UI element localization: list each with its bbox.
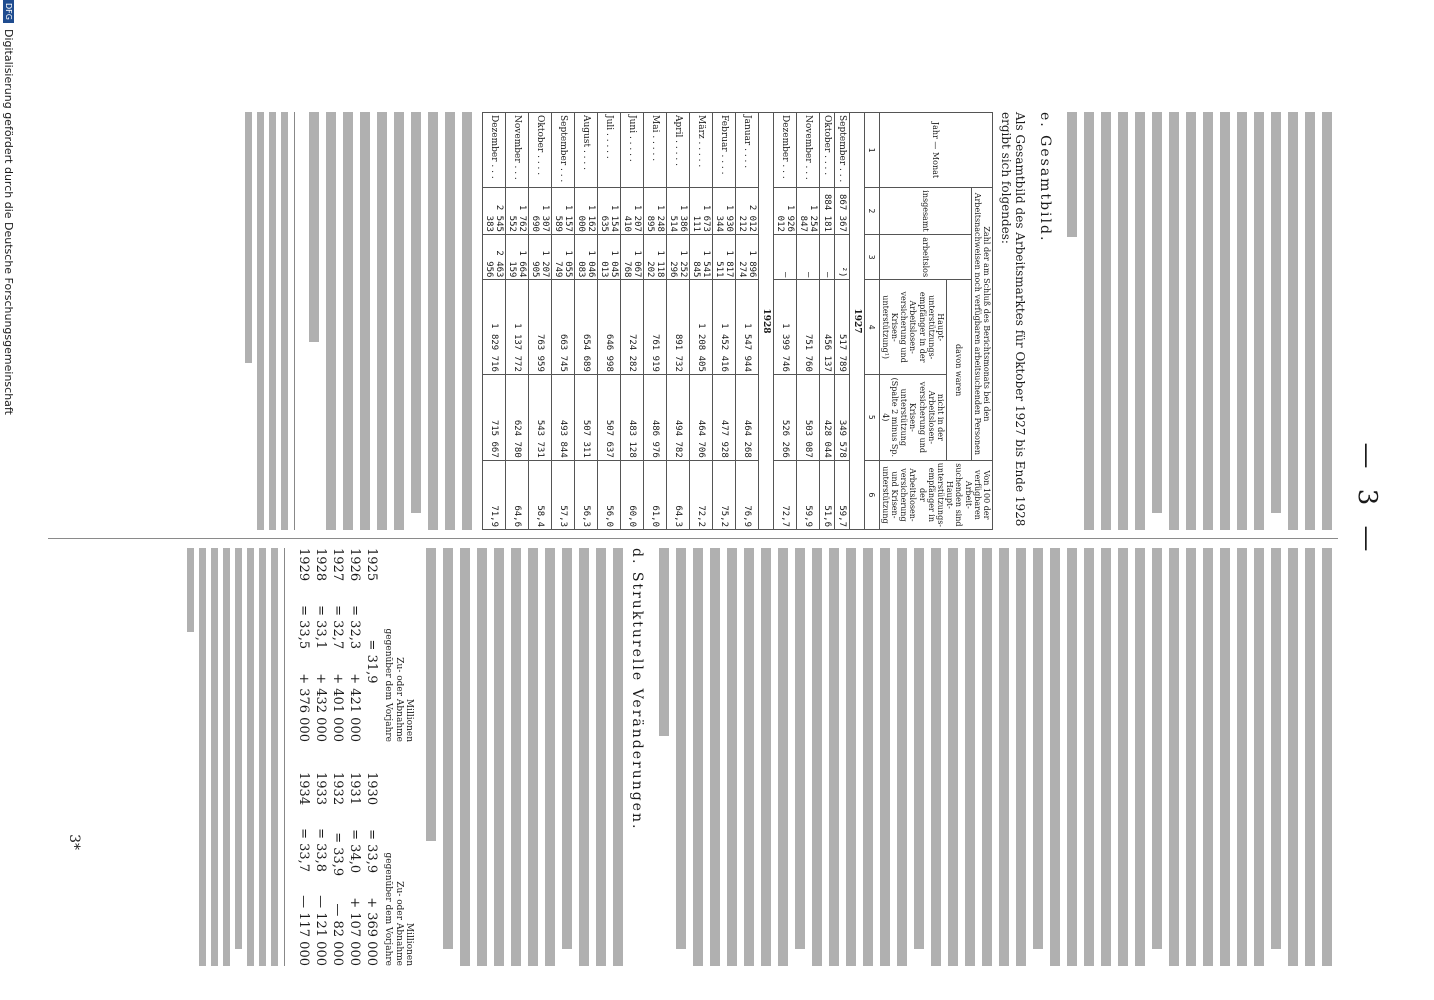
list-value: = 33,7	[295, 828, 311, 873]
table-cell: 867 367	[834, 188, 849, 235]
table-row	[666, 113, 689, 530]
list-item	[329, 772, 346, 966]
table-body	[482, 113, 864, 530]
text-line	[1216, 112, 1230, 530]
column-number-row	[864, 113, 879, 530]
text-line	[672, 548, 686, 966]
table-month: Juli . . . . .	[597, 113, 620, 188]
table-row	[689, 113, 712, 530]
table-cell: 1 118 202	[643, 234, 666, 280]
list-year: 1927	[329, 548, 345, 582]
table-cell: 494 782	[666, 374, 689, 460]
text-line	[456, 548, 470, 966]
list-year: 1928	[312, 548, 328, 582]
column-number: 6	[864, 460, 879, 529]
text-line	[791, 548, 805, 966]
header-group: Zahl der am Schluß des Berichtsmonats bei den Arbeitsnachweisen noch verfügbaren arbeitsuchenden Personen	[971, 188, 992, 461]
digitization-note	[2, 0, 16, 1000]
list-item	[346, 548, 363, 742]
table-cell: 1 067 768	[620, 234, 643, 280]
text-line	[490, 548, 504, 966]
table-month: Dezember . . .	[773, 113, 796, 188]
table-cell: 75,2	[712, 460, 735, 529]
paragraph-block	[422, 548, 623, 966]
list-item	[329, 548, 346, 742]
text-line	[268, 548, 278, 966]
list-change: + 369 000	[363, 897, 379, 966]
table-month: April . . . . .	[666, 113, 689, 188]
text-line	[424, 112, 438, 530]
table-cell: 64,6	[505, 460, 528, 529]
text-line	[978, 548, 992, 966]
table-cell: 663 745	[551, 280, 574, 374]
text-line	[390, 112, 404, 530]
list-change: + 376 000	[295, 673, 311, 742]
text-line	[609, 548, 623, 966]
table-cell: 654 689	[574, 280, 597, 374]
table-month: Dezember . . .	[482, 113, 505, 188]
list-year: 1925	[363, 548, 379, 582]
table-cell: —	[819, 234, 834, 280]
text-line	[1267, 548, 1281, 966]
population-list-right	[295, 772, 414, 966]
text-line	[322, 112, 336, 530]
table-cell: 1 547 944	[735, 280, 758, 374]
population-list	[295, 548, 414, 966]
text-line	[256, 548, 266, 966]
table-cell: 456 137	[819, 280, 834, 374]
dfg-logo-icon: DFG	[4, 0, 15, 23]
signature-mark: 3*	[66, 834, 82, 850]
text-line	[893, 548, 907, 966]
table-cell: 1 137 772	[505, 280, 528, 374]
footnotes-right	[184, 548, 285, 966]
list-header-vorjahr-2: gegenüber dem Vorjahre	[383, 852, 394, 966]
text-line	[859, 548, 873, 966]
right-column	[182, 548, 1334, 966]
text-line	[995, 548, 1009, 966]
text-line	[1148, 548, 1162, 966]
text-line	[1097, 548, 1111, 966]
table-cell: 486 976	[643, 374, 666, 460]
table-cell: 1 399 746	[773, 280, 796, 374]
table-cell: 1 045 013	[597, 234, 620, 280]
text-line	[876, 548, 890, 966]
table-year: 1928	[758, 113, 773, 530]
table-cell: 1 926 012	[773, 188, 796, 235]
table-cell: 891 732	[666, 280, 689, 374]
list-change: + 432 000	[312, 673, 328, 742]
list-header-millionen-2: Millionen	[404, 922, 414, 966]
list-item	[295, 772, 312, 966]
text-line	[278, 112, 288, 530]
text-line	[944, 548, 958, 966]
table-cell: 517 789	[834, 280, 849, 374]
header-jahr-monat: Jahr — Monat	[879, 113, 992, 188]
table-cell: 761 919	[643, 280, 666, 374]
text-line	[1267, 112, 1281, 530]
list-year: 1931	[346, 772, 362, 806]
table-cell: 1 162 000	[574, 188, 597, 235]
table-row	[758, 113, 773, 530]
table-cell: 715 667	[482, 374, 505, 460]
header-arbeitslos: arbeitslos	[879, 234, 971, 280]
table-cell: 57,3	[551, 460, 574, 529]
text-line	[422, 548, 436, 966]
table-month: Oktober . . . .	[528, 113, 551, 188]
text-line	[339, 112, 353, 530]
list-header-change: Zu- oder Abnahme	[393, 657, 404, 742]
table-cell: 1 207 905	[528, 234, 551, 280]
text-line	[220, 548, 230, 966]
text-line	[1131, 112, 1145, 530]
text-line	[575, 548, 589, 966]
table-cell: 1 207 410	[620, 188, 643, 235]
table-cell: 1 248 895	[643, 188, 666, 235]
list-change: + 401 000	[329, 673, 345, 742]
text-line	[232, 548, 242, 966]
text-line	[842, 548, 856, 966]
column-divider	[48, 538, 1338, 539]
column-number: 1	[864, 113, 879, 188]
table-cell: 2 012 212	[735, 188, 758, 235]
text-line	[1182, 548, 1196, 966]
text-line	[507, 548, 521, 966]
text-line	[441, 112, 455, 530]
table-cell: 503 087	[796, 374, 819, 460]
table-cell: —	[796, 234, 819, 280]
table-cell: 483 128	[620, 374, 643, 460]
text-line	[196, 548, 206, 966]
table-cell: 59,9	[796, 460, 819, 529]
table-cell: 72,2	[689, 460, 712, 529]
table-row	[620, 113, 643, 530]
list-year: 1926	[346, 548, 362, 582]
table-row	[643, 113, 666, 530]
table-cell: 61,0	[643, 460, 666, 529]
table-cell: 543 731	[528, 374, 551, 460]
text-line	[1165, 548, 1179, 966]
table-cell: 646 998	[597, 280, 620, 374]
text-line	[1080, 548, 1094, 966]
table-cell: 1 055 749	[551, 234, 574, 280]
table-cell: 1 930 344	[712, 188, 735, 235]
text-line	[1046, 548, 1060, 966]
column-number: 4	[864, 280, 879, 374]
text-line	[910, 548, 924, 966]
text-line	[1148, 112, 1162, 530]
text-line	[1301, 112, 1315, 530]
text-line	[208, 548, 218, 966]
text-line	[757, 548, 771, 966]
list-year: 1930	[363, 772, 379, 806]
text-line	[1284, 548, 1298, 966]
list-value: = 31,9	[363, 639, 379, 684]
list-year: 1934	[295, 772, 311, 806]
header-insgesamt: insgesamt	[879, 188, 971, 235]
text-line	[1284, 112, 1298, 530]
table-cell: 76,9	[735, 460, 758, 529]
text-line	[1318, 112, 1332, 530]
list-value: = 33,9	[363, 829, 379, 874]
text-line	[1301, 548, 1315, 966]
text-line	[1199, 112, 1213, 530]
table-row	[796, 113, 819, 530]
list-year: 1929	[295, 548, 311, 582]
text-line	[254, 112, 264, 530]
text-line	[740, 548, 754, 966]
table-cell: 507 637	[597, 374, 620, 460]
list-change: — 117 000	[295, 895, 311, 966]
table-row	[505, 113, 528, 530]
list-item	[363, 548, 380, 742]
column-number: 3	[864, 234, 879, 280]
text-line	[558, 548, 572, 966]
table-cell: 59,7	[834, 460, 849, 529]
table-row	[712, 113, 735, 530]
table-month: August . . . .	[574, 113, 597, 188]
header-von-100: Von 100 der verfügbaren Arbeit-suchenden sind Haupt-unterstützungs-empfänger in der Arbeitslosen-versicherung und Krisen-unterstützung	[879, 460, 992, 529]
table-month: Februar . . . .	[712, 113, 735, 188]
table-cell: —	[773, 234, 796, 280]
text-line	[706, 548, 720, 966]
text-line	[184, 548, 194, 966]
table-row	[773, 113, 796, 530]
table-cell: 1 046 083	[574, 234, 597, 280]
table-month: Januar . . . .	[735, 113, 758, 188]
table-cell: 1 452 416	[712, 280, 735, 374]
text-line	[1114, 548, 1128, 966]
column-number: 2	[864, 188, 879, 235]
table-cell: 477 928	[712, 374, 735, 460]
table-cell: 71,9	[482, 460, 505, 529]
table-year: 1927	[849, 113, 864, 530]
table-cell: 1 252 296	[666, 234, 689, 280]
table-row	[597, 113, 620, 530]
list-value: = 33,5	[295, 605, 311, 650]
table-cell: 526 266	[773, 374, 796, 460]
text-line	[439, 548, 453, 966]
text-line	[825, 548, 839, 966]
labor-market-table	[482, 112, 993, 530]
text-line	[244, 548, 254, 966]
text-line	[592, 548, 606, 966]
table-cell: 763 959	[528, 280, 551, 374]
table-row	[849, 113, 864, 530]
text-line	[524, 548, 538, 966]
list-header-vorjahr: gegenüber dem Vorjahre	[383, 628, 394, 742]
header-davon-waren: davon waren	[947, 280, 972, 460]
text-line	[1063, 548, 1077, 966]
table-month: September . . .	[834, 113, 849, 188]
list-value: = 34,0	[346, 829, 362, 874]
text-line	[356, 112, 370, 530]
table-row	[528, 113, 551, 530]
list-value: = 32,3	[346, 605, 362, 650]
table-cell: 72,7	[773, 460, 796, 529]
table-cell: 1 896 274	[735, 234, 758, 280]
list-value: = 33,1	[312, 605, 328, 650]
table-month: März . . . . .	[689, 113, 712, 188]
table-cell: 428 044	[819, 374, 834, 460]
text-line	[541, 548, 555, 966]
text-line	[1250, 548, 1264, 966]
text-line	[1012, 548, 1026, 966]
table-row	[819, 113, 834, 530]
text-line	[1063, 112, 1077, 530]
table-cell: 1 664 159	[505, 234, 528, 280]
list-value: = 33,8	[312, 828, 328, 873]
list-item	[312, 772, 329, 966]
table-cell: 64,3	[666, 460, 689, 529]
table-cell: 464 706	[689, 374, 712, 460]
table-cell: 58,4	[528, 460, 551, 529]
text-line	[927, 548, 941, 966]
paragraph-block	[305, 112, 472, 530]
table-cell: 1 817 511	[712, 234, 735, 280]
text-line	[1029, 548, 1043, 966]
table-cell: 884 181	[819, 188, 834, 235]
table-cell: 349 578	[834, 374, 849, 460]
paragraph-block	[655, 548, 1332, 966]
table-month: September . . .	[551, 113, 574, 188]
text-line	[961, 548, 975, 966]
text-line	[305, 112, 319, 530]
population-list-left	[295, 548, 414, 742]
text-line	[1233, 548, 1247, 966]
table-month: Mai . . . . .	[643, 113, 666, 188]
list-change: + 421 000	[346, 673, 362, 742]
list-year: 1933	[312, 772, 328, 806]
list-item	[346, 772, 363, 966]
table-cell: 724 282	[620, 280, 643, 374]
table-row	[834, 113, 849, 530]
header-hauptunterstuetzung: Haupt-unterstützungs-empfänger in der Arbeitslosen-versicherung und Krisen-unterstützung¹)	[879, 280, 946, 374]
table-row	[551, 113, 574, 530]
table-cell: 1 157 589	[551, 188, 574, 235]
text-line	[1131, 548, 1145, 966]
table-row	[482, 113, 505, 530]
table-month: November . . .	[505, 113, 528, 188]
list-value: = 32,7	[329, 605, 345, 650]
text-line	[266, 112, 276, 530]
text-line	[473, 548, 487, 966]
text-line	[689, 548, 703, 966]
text-line	[242, 112, 252, 530]
section-heading-gesamtbild: e. Gesamtbild.	[1037, 112, 1053, 243]
list-change: + 107 000	[346, 897, 362, 966]
text-line	[1097, 112, 1111, 530]
footnotes-left	[242, 112, 295, 530]
text-line	[1114, 112, 1128, 530]
header-nicht-unterstuetzt: nicht in der Arbeitslosen-versicherung und Krisen-unterstützung (Spalte 2 minus Sp. 4)	[879, 374, 946, 460]
table-cell: 2 463 956	[482, 234, 505, 280]
list-change: — 82 000	[329, 903, 345, 966]
list-change: — 121 000	[312, 895, 328, 966]
table-month: November . . .	[796, 113, 819, 188]
table-row	[574, 113, 597, 530]
table-month: Juni . . . . .	[620, 113, 643, 188]
table-month: Oktober . . . .	[819, 113, 834, 188]
text-line	[1080, 112, 1094, 530]
text-line	[723, 548, 737, 966]
table-cell: 60,0	[620, 460, 643, 529]
table-cell: 1 154 635	[597, 188, 620, 235]
table-cell: 493 844	[551, 374, 574, 460]
text-line	[1182, 112, 1196, 530]
list-year: 1932	[329, 772, 345, 806]
text-line	[407, 112, 421, 530]
table-cell: 1 254 847	[796, 188, 819, 235]
text-line	[655, 548, 669, 966]
list-item	[312, 548, 329, 742]
table-cell: 56,0	[597, 460, 620, 529]
text-line	[1250, 112, 1264, 530]
table-row	[735, 113, 758, 530]
table-cell: 1 386 514	[666, 188, 689, 235]
page-number: — 3 —	[1352, 442, 1382, 558]
left-column	[240, 112, 1334, 530]
gesamtbild-lead: Als Gesamtbild des Arbeitsmarktes für Oktober 1927 bis Ende 1928 ergibt sich folgendes:	[999, 112, 1027, 527]
section-heading-structural: d. Strukturelle Veränderungen.	[629, 548, 645, 831]
table-cell: ²)	[834, 234, 849, 280]
list-header-change-2: Zu- oder Abnahme	[393, 881, 404, 966]
list-header-millionen: Millionen	[404, 698, 414, 742]
digitization-text: Digitalisierung gefördert durch die Deutsche Forschungsgemeinschaft	[2, 28, 16, 415]
table-cell: 1 208 405	[689, 280, 712, 374]
text-line	[1216, 548, 1230, 966]
table-cell: 56,3	[574, 460, 597, 529]
text-line	[1199, 548, 1213, 966]
text-line	[774, 548, 788, 966]
text-line	[1318, 548, 1332, 966]
text-line	[1233, 112, 1247, 530]
table-cell: 2 545 383	[482, 188, 505, 235]
column-number: 5	[864, 374, 879, 460]
table-cell: 1 673 111	[689, 188, 712, 235]
paragraph-block	[1063, 112, 1332, 530]
table-cell: 1 541 845	[689, 234, 712, 280]
table-cell: 624 780	[505, 374, 528, 460]
table-cell: 1 829 716	[482, 280, 505, 374]
table-cell: 51,6	[819, 460, 834, 529]
table-cell: 1 307 690	[528, 188, 551, 235]
text-line	[808, 548, 822, 966]
text-line	[458, 112, 472, 530]
text-line	[373, 112, 387, 530]
table-cell: 464 268	[735, 374, 758, 460]
text-line	[1165, 112, 1179, 530]
table-cell: 507 311	[574, 374, 597, 460]
table-cell: 751 760	[796, 280, 819, 374]
table-cell: 1 762 552	[505, 188, 528, 235]
list-item	[363, 772, 380, 966]
list-value: = 33,9	[329, 832, 345, 877]
list-item	[295, 548, 312, 742]
